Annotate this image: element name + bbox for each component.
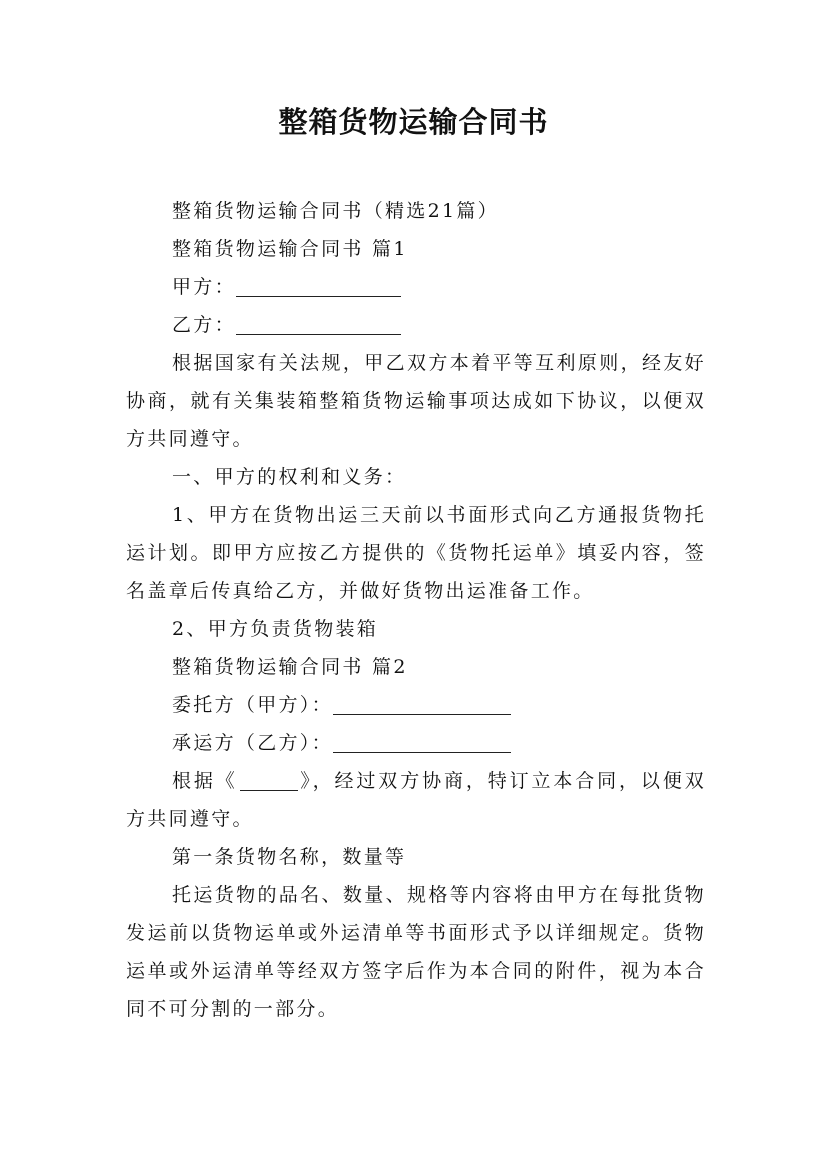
carrier-line bbox=[126, 724, 706, 762]
party-a-blank bbox=[236, 274, 401, 297]
party-b-label: 乙方： bbox=[172, 314, 236, 336]
client-line bbox=[126, 686, 706, 724]
client-blank bbox=[333, 692, 511, 715]
paragraph-clause-2: 2、甲方负责货物装箱 bbox=[172, 618, 379, 640]
basis-blank bbox=[240, 768, 298, 791]
carrier-label: 承运方（乙方）： bbox=[172, 732, 333, 754]
party-a-line bbox=[126, 268, 706, 306]
paragraph-party-a-rights-heading: 一、甲方的权利和义务： bbox=[172, 466, 407, 488]
paragraph-preamble: 根据国家有关法规，甲乙双方本着平等互利原则，经友好协商，就有关集装箱整箱货物运输事项达成如下协议，以便双方共同遵守。 bbox=[126, 352, 706, 450]
paragraph-section-2-heading: 整箱货物运输合同书 篇2 bbox=[172, 656, 408, 678]
paragraph-article-1-heading: 第一条货物名称，数量等 bbox=[172, 846, 407, 868]
client-label: 委托方（甲方）： bbox=[172, 694, 333, 716]
document-body bbox=[126, 192, 706, 1028]
party-b-blank bbox=[236, 312, 401, 335]
party-b-line bbox=[126, 306, 706, 344]
paragraph-clause-1: 1、甲方在货物出运三天前以书面形式向乙方通报货物托运计划。即甲方应按乙方提供的《货物托运单》填妥内容，签名盖章后传真给乙方，并做好货物出运准备工作。 bbox=[126, 504, 706, 602]
carrier-blank bbox=[333, 730, 511, 753]
paragraph-section-1-heading: 整箱货物运输合同书 篇1 bbox=[172, 238, 408, 260]
paragraph-article-1-body: 托运货物的品名、数量、规格等内容将由甲方在每批货物发运前以货物运单或外运清单等书面形式予以详细规定。货物运单或外运清单等经双方签字后作为本合同的附件，视为本合同不可分割的一部分。 bbox=[126, 884, 706, 1020]
party-a-label: 甲方： bbox=[172, 276, 236, 298]
basis-text-end: 》，经过双方协商，特订立本合同，以便双方共同遵守。 bbox=[126, 770, 707, 830]
paragraph-collection-heading: 整箱货物运输合同书（精选21篇） bbox=[172, 200, 499, 222]
paragraph-basis bbox=[126, 762, 706, 838]
basis-text-start: 根据《 bbox=[172, 770, 238, 792]
document-title: 整箱货物运输合同书 bbox=[278, 105, 549, 139]
